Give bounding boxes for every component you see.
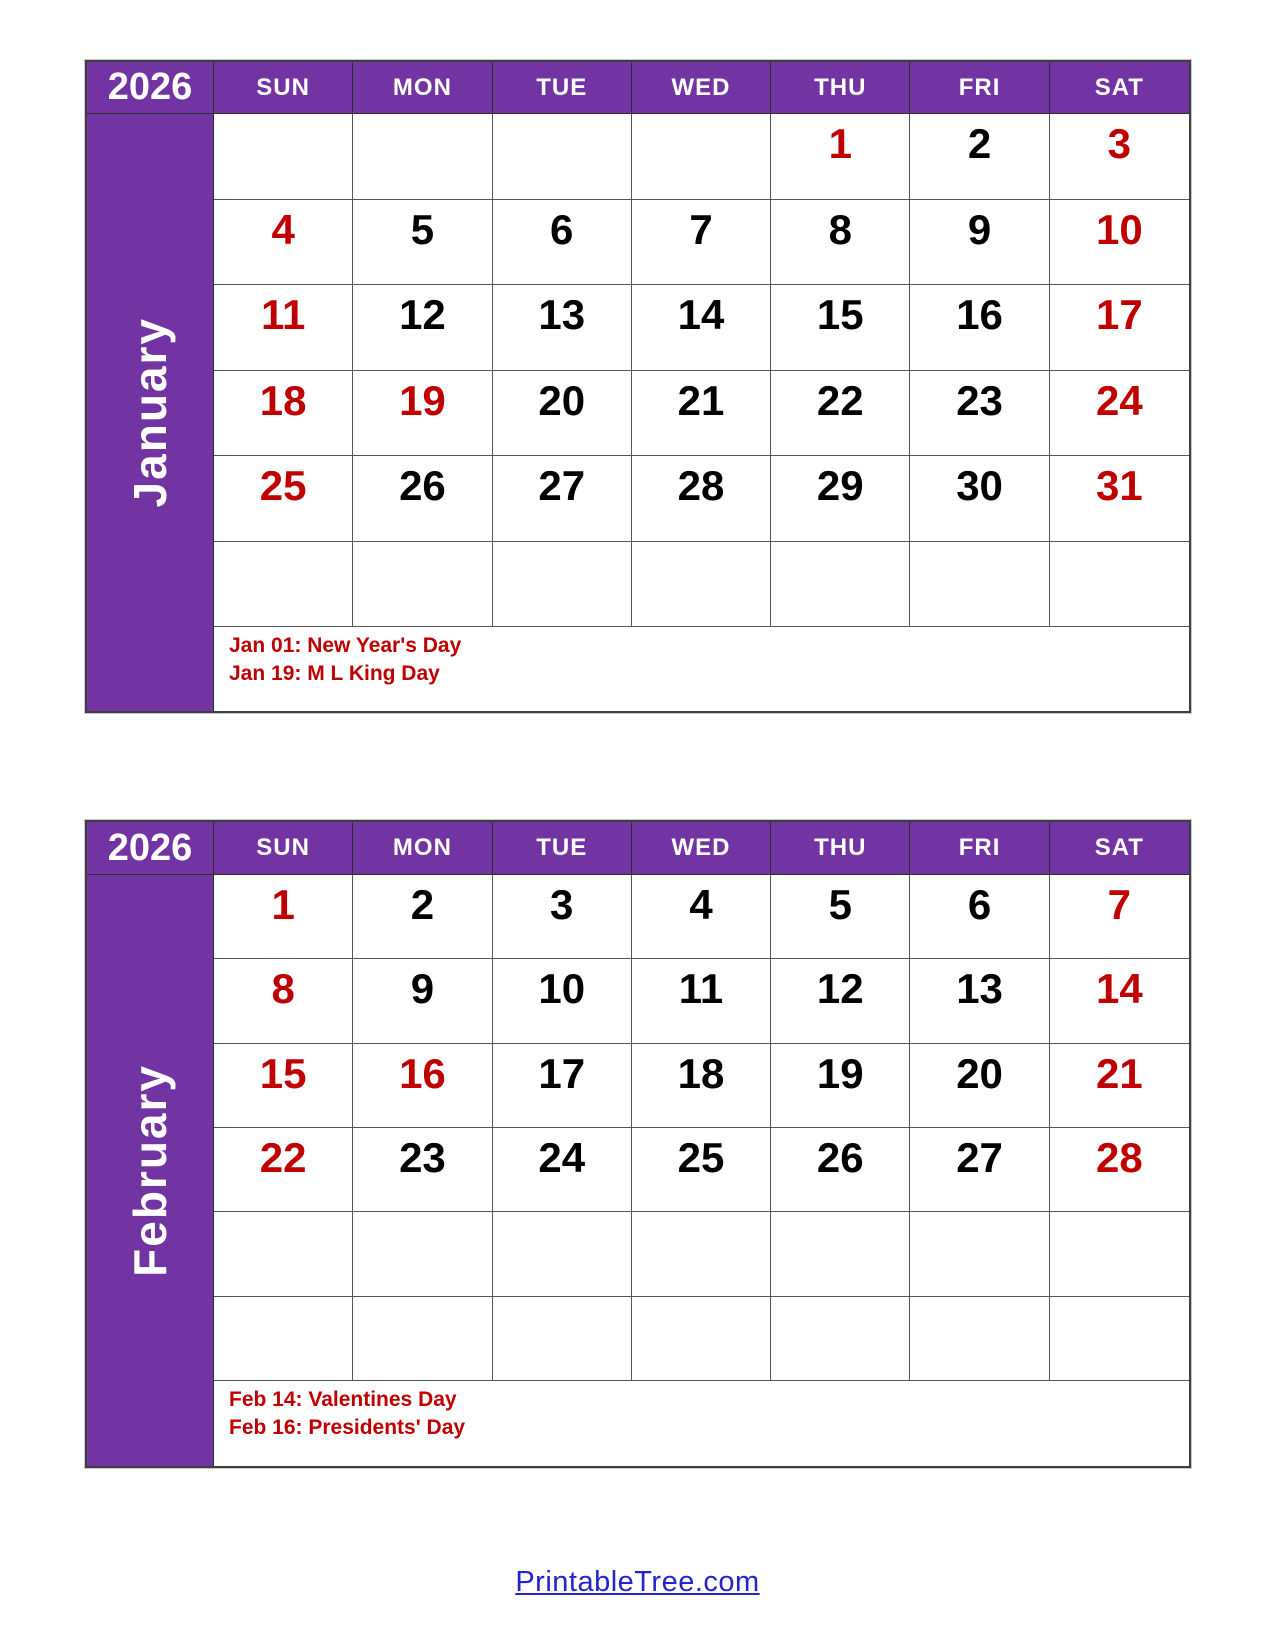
- day-cell-3: 3: [493, 875, 632, 959]
- day-cell-19: 19: [353, 371, 492, 457]
- weekday-header-sat: SAT: [1050, 62, 1189, 114]
- day-cell-20: 20: [910, 1044, 1049, 1128]
- day-cell-5: 5: [771, 875, 910, 959]
- day-cell-11: 11: [632, 959, 771, 1043]
- day-cell-16: 16: [910, 285, 1049, 371]
- empty-day-cell: [1050, 1212, 1189, 1296]
- empty-day-cell: [632, 1212, 771, 1296]
- weekday-header-sun: SUN: [214, 822, 353, 875]
- day-cell-23: 23: [910, 371, 1049, 457]
- empty-day-cell: [493, 114, 632, 200]
- empty-day-cell: [214, 114, 353, 200]
- day-cell-2: 2: [353, 875, 492, 959]
- empty-day-cell: [353, 542, 492, 628]
- day-cell-15: 15: [214, 1044, 353, 1128]
- empty-day-cell: [910, 542, 1049, 628]
- day-cell-1: 1: [214, 875, 353, 959]
- empty-day-cell: [353, 1212, 492, 1296]
- day-cell-17: 17: [493, 1044, 632, 1128]
- day-cell-30: 30: [910, 456, 1049, 542]
- holiday-note: Jan 01: New Year's Day: [229, 634, 462, 657]
- day-cell-22: 22: [214, 1128, 353, 1212]
- empty-day-cell: [1050, 542, 1189, 628]
- holiday-note: Feb 14: Valentines Day: [229, 1388, 457, 1411]
- weekday-header-tue: TUE: [493, 62, 632, 114]
- weekday-header-mon: MON: [353, 822, 492, 875]
- empty-day-cell: [1050, 1297, 1189, 1381]
- weekday-header-mon: MON: [353, 62, 492, 114]
- footer-link[interactable]: PrintableTree.com: [515, 1566, 760, 1598]
- day-cell-26: 26: [771, 1128, 910, 1212]
- day-cell-24: 24: [1050, 371, 1189, 457]
- empty-day-cell: [632, 114, 771, 200]
- month-name-label: February: [124, 1064, 176, 1277]
- month-name-strip: [87, 875, 214, 1466]
- day-cell-4: 4: [632, 875, 771, 959]
- empty-day-cell: [493, 542, 632, 628]
- empty-day-cell: [353, 114, 492, 200]
- empty-day-cell: [910, 1297, 1049, 1381]
- day-cell-14: 14: [1050, 959, 1189, 1043]
- day-cell-11: 11: [214, 285, 353, 371]
- weekday-header-sun: SUN: [214, 62, 353, 114]
- weekday-header-sat: SAT: [1050, 822, 1189, 875]
- day-cell-21: 21: [1050, 1044, 1189, 1128]
- year-label: 2026: [87, 822, 214, 875]
- day-cell-10: 10: [1050, 200, 1189, 286]
- day-cell-21: 21: [632, 371, 771, 457]
- day-cell-9: 9: [910, 200, 1049, 286]
- day-cell-27: 27: [493, 456, 632, 542]
- day-cell-5: 5: [353, 200, 492, 286]
- empty-day-cell: [493, 1212, 632, 1296]
- day-cell-15: 15: [771, 285, 910, 371]
- day-cell-19: 19: [771, 1044, 910, 1128]
- day-cell-26: 26: [353, 456, 492, 542]
- day-cell-20: 20: [493, 371, 632, 457]
- day-cell-16: 16: [353, 1044, 492, 1128]
- day-cell-12: 12: [353, 285, 492, 371]
- weekday-header-tue: TUE: [493, 822, 632, 875]
- day-cell-10: 10: [493, 959, 632, 1043]
- day-cell-12: 12: [771, 959, 910, 1043]
- weekday-header-thu: THU: [771, 62, 910, 114]
- day-cell-9: 9: [353, 959, 492, 1043]
- day-cell-7: 7: [1050, 875, 1189, 959]
- empty-day-cell: [493, 1297, 632, 1381]
- day-cell-6: 6: [910, 875, 1049, 959]
- day-cell-14: 14: [632, 285, 771, 371]
- day-cell-17: 17: [1050, 285, 1189, 371]
- weekday-header-fri: FRI: [910, 822, 1049, 875]
- footer: [0, 1566, 1275, 1599]
- day-cell-25: 25: [632, 1128, 771, 1212]
- day-cell-28: 28: [1050, 1128, 1189, 1212]
- day-cell-2: 2: [910, 114, 1049, 200]
- day-cell-22: 22: [771, 371, 910, 457]
- day-cell-25: 25: [214, 456, 353, 542]
- calendar-january-2026: [85, 60, 1191, 713]
- day-cell-18: 18: [214, 371, 353, 457]
- day-cell-13: 13: [493, 285, 632, 371]
- day-cell-8: 8: [771, 200, 910, 286]
- empty-day-cell: [771, 542, 910, 628]
- empty-day-cell: [771, 1212, 910, 1296]
- day-cell-27: 27: [910, 1128, 1049, 1212]
- calendar-february-2026: [85, 820, 1191, 1468]
- day-cell-6: 6: [493, 200, 632, 286]
- day-cell-1: 1: [771, 114, 910, 200]
- holiday-note: Jan 19: M L King Day: [229, 662, 440, 685]
- day-cell-29: 29: [771, 456, 910, 542]
- day-cell-4: 4: [214, 200, 353, 286]
- empty-day-cell: [214, 1212, 353, 1296]
- holiday-notes: [214, 627, 1189, 711]
- weekday-header-wed: WED: [632, 822, 771, 875]
- weekday-header-thu: THU: [771, 822, 910, 875]
- empty-day-cell: [353, 1297, 492, 1381]
- day-cell-13: 13: [910, 959, 1049, 1043]
- empty-day-cell: [214, 1297, 353, 1381]
- day-cell-24: 24: [493, 1128, 632, 1212]
- day-cell-8: 8: [214, 959, 353, 1043]
- weekday-header-wed: WED: [632, 62, 771, 114]
- day-cell-31: 31: [1050, 456, 1189, 542]
- day-cell-7: 7: [632, 200, 771, 286]
- empty-day-cell: [632, 542, 771, 628]
- empty-day-cell: [214, 542, 353, 628]
- month-name-label: January: [124, 317, 176, 508]
- day-cell-28: 28: [632, 456, 771, 542]
- day-cell-23: 23: [353, 1128, 492, 1212]
- day-cell-3: 3: [1050, 114, 1189, 200]
- empty-day-cell: [771, 1297, 910, 1381]
- weekday-header-fri: FRI: [910, 62, 1049, 114]
- day-cell-18: 18: [632, 1044, 771, 1128]
- empty-day-cell: [910, 1212, 1049, 1296]
- month-name-strip: [87, 114, 214, 711]
- holiday-note: Feb 16: Presidents' Day: [229, 1416, 466, 1439]
- empty-day-cell: [632, 1297, 771, 1381]
- year-label: 2026: [87, 62, 214, 114]
- holiday-notes: [214, 1381, 1189, 1466]
